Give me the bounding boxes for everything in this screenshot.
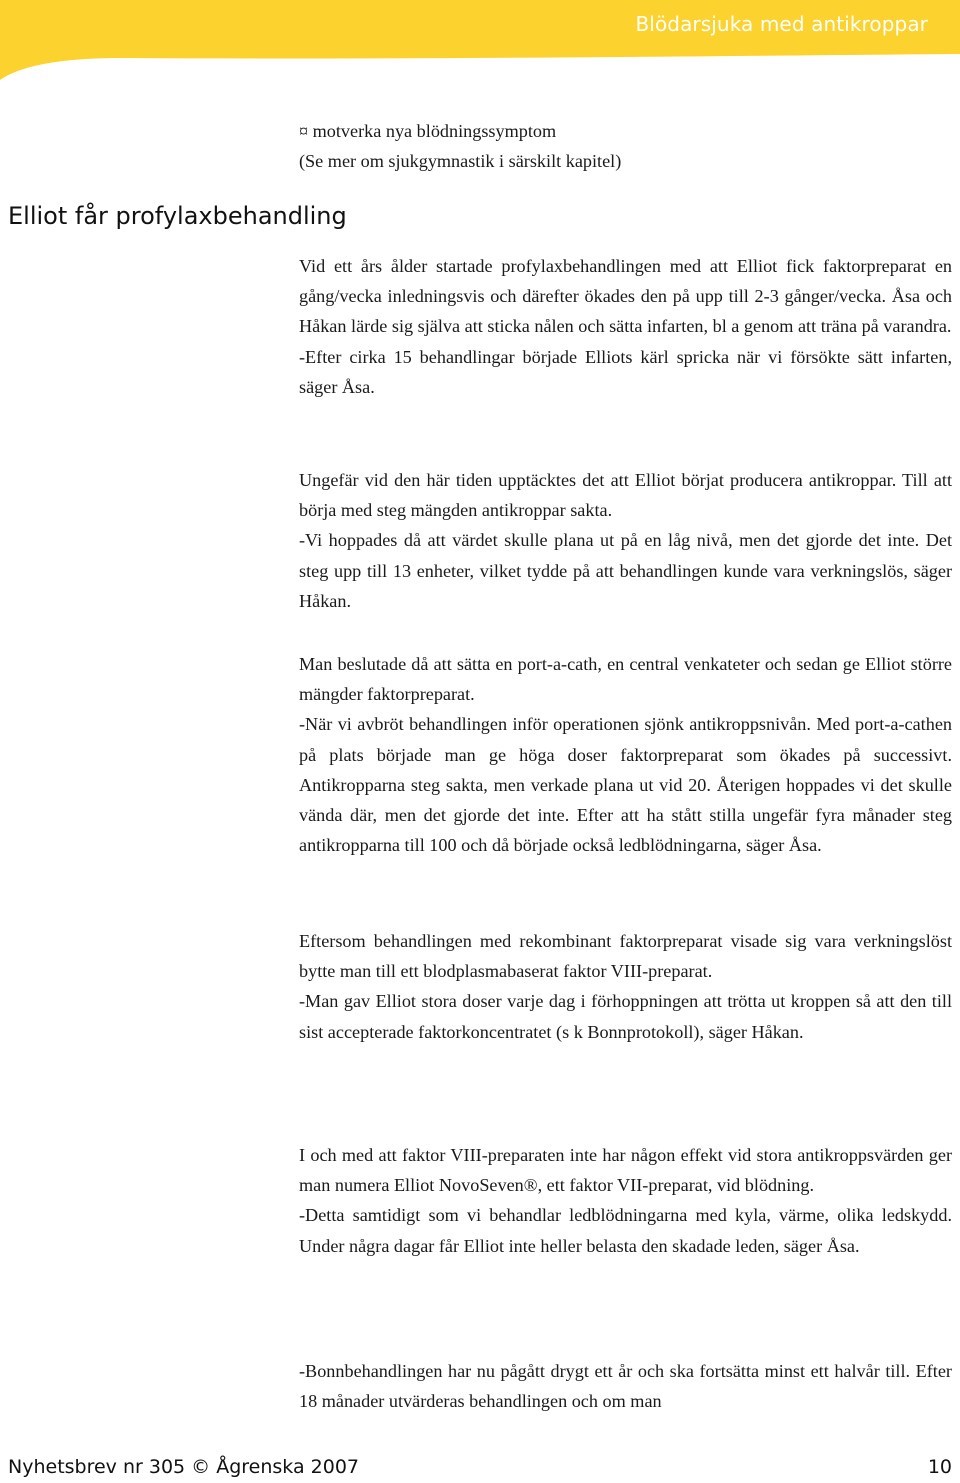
- quote-text: -Man gav Elliot stora doser varje dag i förhoppningen att trötta ut kroppen så att den till sist accepterade faktorkoncentratet (s k Bonnprotokoll), säger Håkan.: [299, 991, 952, 1042]
- paragraph-text: Vid ett års ålder startade profylaxbehandlingen med att Elliot fick faktorpreparat en gång/vecka inledningsvis och därefter ökades den på upp till 2-3 gånger/vecka. Åsa och Håkan lärde sig själva att sticka nålen och sätta infarten, bl a genom att träna på varandra.: [299, 256, 952, 337]
- header-title: Blödarsjuka med antikroppar: [635, 12, 928, 36]
- paragraph-3: [299, 649, 952, 860]
- intro-block: [299, 116, 952, 176]
- quote-text: -Efter cirka 15 behandlingar började Elliots kärl spricka när vi försökte sätt infarten, säger Åsa.: [299, 346, 952, 397]
- reference-note: (Se mer om sjukgymnastik i särskilt kapitel): [299, 151, 622, 172]
- paragraph-text: Ungefär vid den här tiden upptäcktes det att Elliot börjat producera antikroppar. Till att börja med steg mängden antikroppar sakta.: [299, 470, 952, 521]
- quote-text: -Vi hoppades då att värdet skulle plana ut på en låg nivå, men det gjorde det inte. Det steg upp till 13 enheter, vilket tydde på att behandlingen kunde vara verkningslös, säger Håkan.: [299, 530, 952, 611]
- paragraph-5: [299, 1140, 952, 1261]
- paragraph-4: [299, 926, 952, 1047]
- paragraph-text: Man beslutade då att sätta en port-a-cath, en central venkateter och sedan ge Elliot större mängder faktorpreparat.: [299, 654, 952, 705]
- quote-text: -När vi avbröt behandlingen inför operationen sjönk antikroppsnivån. Med port-a-cathen på plats började man ge höga doser faktorpreparat som ökades på successivt. Antikropparna steg sakta, men verkade plana ut vid 20. Återigen hoppades vi det skulle vända där, men det gjorde det inte. Efter att ha stått stilla ungefär fyra månader steg antikropparna till 100 och då började också ledblödningarna, säger Åsa.: [299, 714, 952, 856]
- paragraph-1: [299, 251, 952, 402]
- paragraph-text: Eftersom behandlingen med rekombinant faktorpreparat visade sig vara verkningslöst bytte man till ett blodplasmabaserat faktor VIII-preparat.: [299, 931, 952, 982]
- paragraph-text: I och med att faktor VIII-preparaten inte har någon effekt vid stora antikroppsvärden ger man numera Elliot NovoSeven®, ett faktor VII-preparat, vid blödning.: [299, 1145, 952, 1196]
- page-number: 10: [927, 1456, 952, 1478]
- quote-text: -Bonnbehandlingen har nu pågått drygt ett år och ska fortsätta minst ett halvår till. Efter 18 månader utvärderas behandlingen och om man: [299, 1361, 952, 1412]
- footer-publication: Nyhetsbrev nr 305 © Ågrenska 2007: [8, 1456, 359, 1478]
- bullet-line: ¤ motverka nya blödningssymptom: [299, 121, 557, 141]
- paragraph-2: [299, 465, 952, 616]
- paragraph-6: [299, 1356, 952, 1416]
- section-heading: Elliot får profylaxbehandling: [8, 202, 347, 230]
- quote-text: -Detta samtidigt som vi behandlar ledblödningarna med kyla, värme, olika ledskydd. Under några dagar får Elliot inte heller belasta den skadade leden, säger Åsa.: [299, 1205, 952, 1256]
